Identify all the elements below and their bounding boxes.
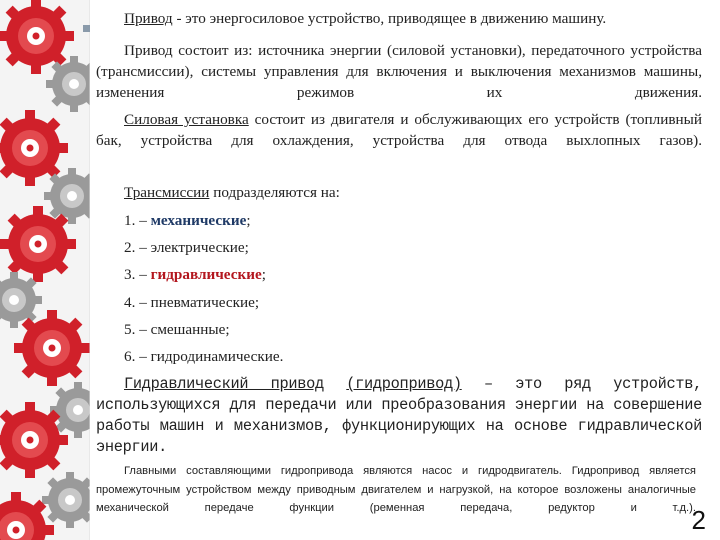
red-gear-icon <box>14 310 90 386</box>
term-power-unit: Силовая установка <box>124 111 249 128</box>
paragraph-components: Главными составляющими гидропривода являются насос и гидродвигатель. Гидропривод является промежуточным устройством между приводным двигателем и нагрузкой, на которое возложены аналогичные механической передаче функции (ременная передача, редуктор и т.д.). <box>96 465 696 514</box>
transmissions-intro: подразделяются на: <box>209 184 340 201</box>
privod-definition: - это энергосиловое устройство, приводящее в движению машину. <box>172 10 607 27</box>
paragraph-hydraulic-drive <box>96 374 702 458</box>
slide-content <box>96 0 702 540</box>
term-hydraulic-drive-short: (гидропривод) <box>346 375 462 393</box>
paragraph-transmissions <box>96 182 702 203</box>
list-item: 5. – смешанные; <box>124 321 230 338</box>
list-item: 4. – пневматические; <box>124 294 260 311</box>
gear-decoration-strip <box>0 0 90 540</box>
hydraulic-drive-definition: – это ряд устройств, использующихся для передачи или преобразования энергии на совершение работы машин и механизмов, функционирующих на основе гидравлической энергии. <box>96 375 702 456</box>
term-hydraulic-drive: Гидравлический привод <box>124 375 324 393</box>
term-privod: Привод <box>124 10 173 27</box>
paragraph-composition: Привод состоит из: источника энергии (силовой установки), передаточного устройства (трансмиссии), системы управления для включения и выключения механизмов машины, изменения режимов их движения. <box>96 42 702 101</box>
intro-line <box>96 8 702 29</box>
list-item: 2. – электрические; <box>124 239 249 256</box>
list-item: 3. – гидравлические; <box>124 266 266 283</box>
red-gear-icon <box>0 206 76 282</box>
term-transmissions: Трансмиссии <box>124 184 210 201</box>
paragraph-power-unit <box>96 109 702 151</box>
page-number: 2 <box>691 505 706 535</box>
power-unit-description: состоит из двигателя и обслуживающих его устройств (топливный бак, устройства для охлаждения, устройства для отвода выхлопных газов). <box>96 111 702 149</box>
list-item: 6. – гидродинамические. <box>124 348 284 365</box>
bullet-icon <box>83 25 90 32</box>
list-item: 1. – механические; <box>124 212 251 229</box>
